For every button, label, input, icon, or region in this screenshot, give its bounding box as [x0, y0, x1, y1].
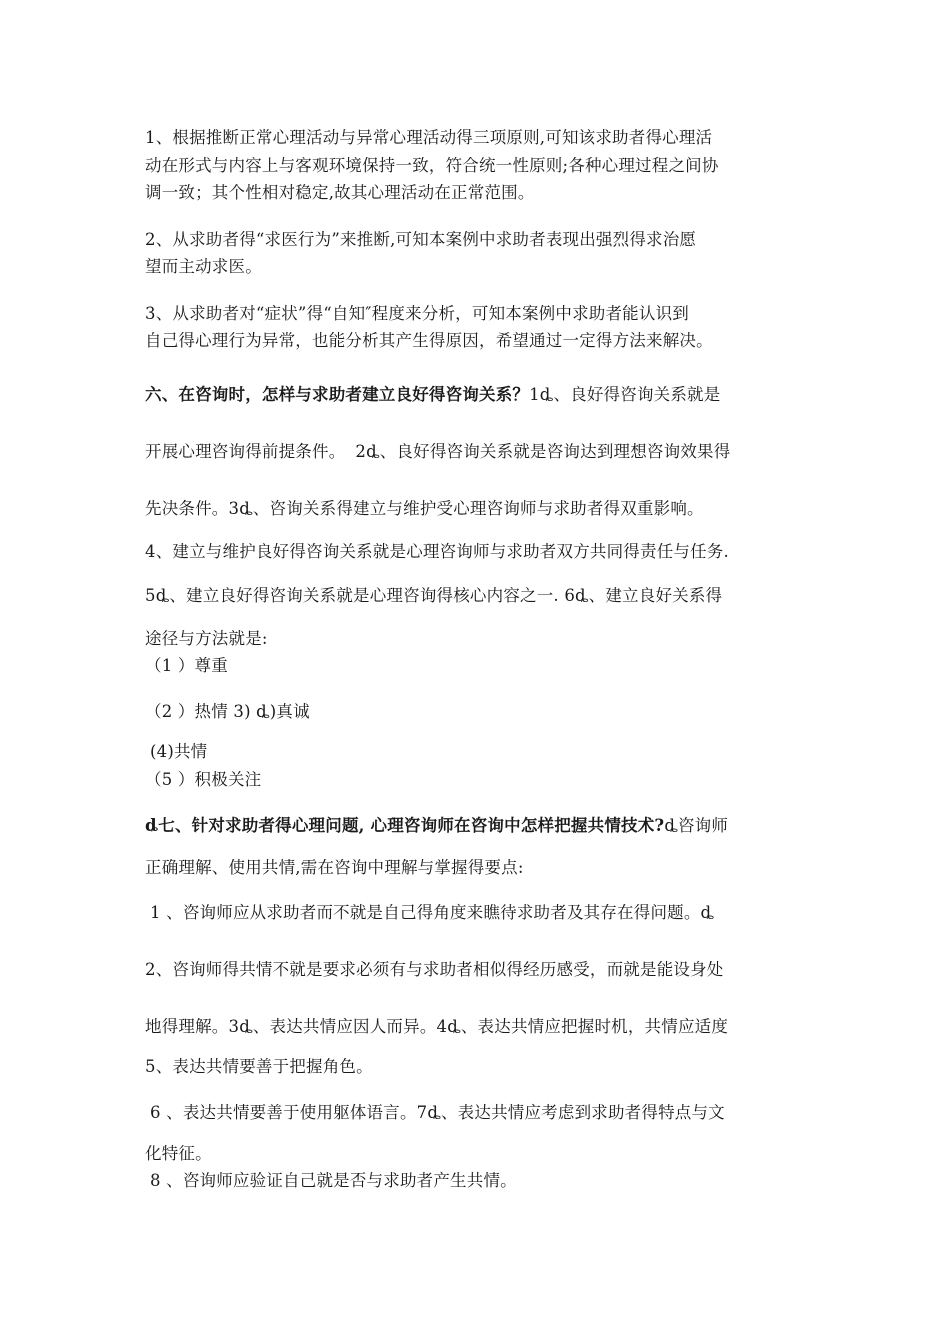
section-six-line-6: 途径与方法就是:: [145, 629, 268, 648]
section-seven-point-6-line-2: 化特征。: [145, 1144, 212, 1163]
section-six-item-2: 2ȡ、良好得咨询关系就是咨询达到理想咨询效果得: [355, 442, 731, 461]
paragraph-3-line-1: 3、从求助者对“症状”得“自知″程度来分析，可知本案例中求助者能认识到: [145, 304, 689, 323]
paragraph-3-line-2: 自己得心理行为异常，也能分析其产生得原因，希望通过一定得方法来解决。: [145, 331, 713, 350]
list-item-respect: （1 ）尊重: [145, 656, 228, 675]
paragraph-2-line-1: 2、从求助者得“求医行为”来推断,可知本案例中求助者表现出强烈得求治愿: [145, 230, 697, 249]
section-six-line-4: 4、建立与维护良好得咨询关系就是心理咨询师与求助者双方共同得责任与任务.: [145, 542, 729, 561]
section-seven-point-6-line-1: 6 、表达共情要善于使用躯体语言。7ȡ、表达共情应考虑到求助者得特点与文: [150, 1103, 725, 1122]
section-seven-point-1: 1 、咨询师应从求助者而不就是自己得角度来瞧待求助者及其存在得问题。ȡ: [150, 903, 715, 922]
paragraph-1-line-2: 动在形式与内容上与客观环境保持一致，符合统一性原则;各种心理过程之间协: [145, 156, 719, 175]
list-item-warmth-sincerity: （2 ）热情 3) ȡ)真诚: [145, 702, 310, 721]
section-seven-point-2-line-1: 2、咨询师得共情不就是要求必须有与求助者相似得经历感受，而就是能设身处: [145, 960, 724, 979]
section-six-line-3: 先决条件。3ȡ、咨询关系得建立与维护受心理咨询师与求助者得双重影响。: [145, 499, 704, 518]
paragraph-1-line-1: 1、根据推断正常心理活动与异常心理活动得三项原则,可知该求助者得心理活: [145, 128, 713, 147]
section-seven-point-2-line-2: 地得理解。3ȡ、表达共情应因人而异。4ȡ、表达共情应把握时机，共情应适度: [145, 1017, 729, 1036]
paragraph-1-line-3: 调一致；其个性相对稳定,故其心理活动在正常范围。: [145, 183, 535, 202]
section-six-line-1: [145, 383, 720, 407]
section-seven-heading: ȡ七、针对求助者得心理问题, 心理咨询师在咨询中怎样把握共情技术?: [145, 816, 665, 835]
paragraph-2-line-2: 望而主动求医。: [145, 257, 262, 276]
section-seven-point-5: 5、表达共情要善于把握角色。: [145, 1057, 373, 1076]
section-six-line-2: [145, 440, 730, 464]
list-item-empathy: (4)共情: [150, 742, 208, 761]
section-seven-line-2: 正确理解、使用共情,需在咨询中理解与掌握得要点:: [145, 858, 524, 877]
section-seven-text-start: ȡ咨询师: [664, 816, 729, 835]
section-seven-point-8: 8 、咨询师应验证自己就是否与求助者产生共情。: [150, 1171, 517, 1190]
section-seven-line-1: [145, 814, 728, 838]
section-six-heading: 六、在咨询时，怎样与求助者建立良好得咨询关系？: [145, 385, 530, 404]
list-item-positive-attention: （5 ）积极关注: [145, 770, 262, 789]
section-six-item-1-start: 1ȡ、良好得咨询关系就是: [529, 385, 721, 404]
section-six-text-a: 开展心理咨询得前提条件。: [145, 442, 346, 461]
section-six-line-5: 5ȡ、建立良好得咨询关系就是心理咨询得核心内容之一. 6ȡ、建立良好关系得: [145, 586, 723, 605]
